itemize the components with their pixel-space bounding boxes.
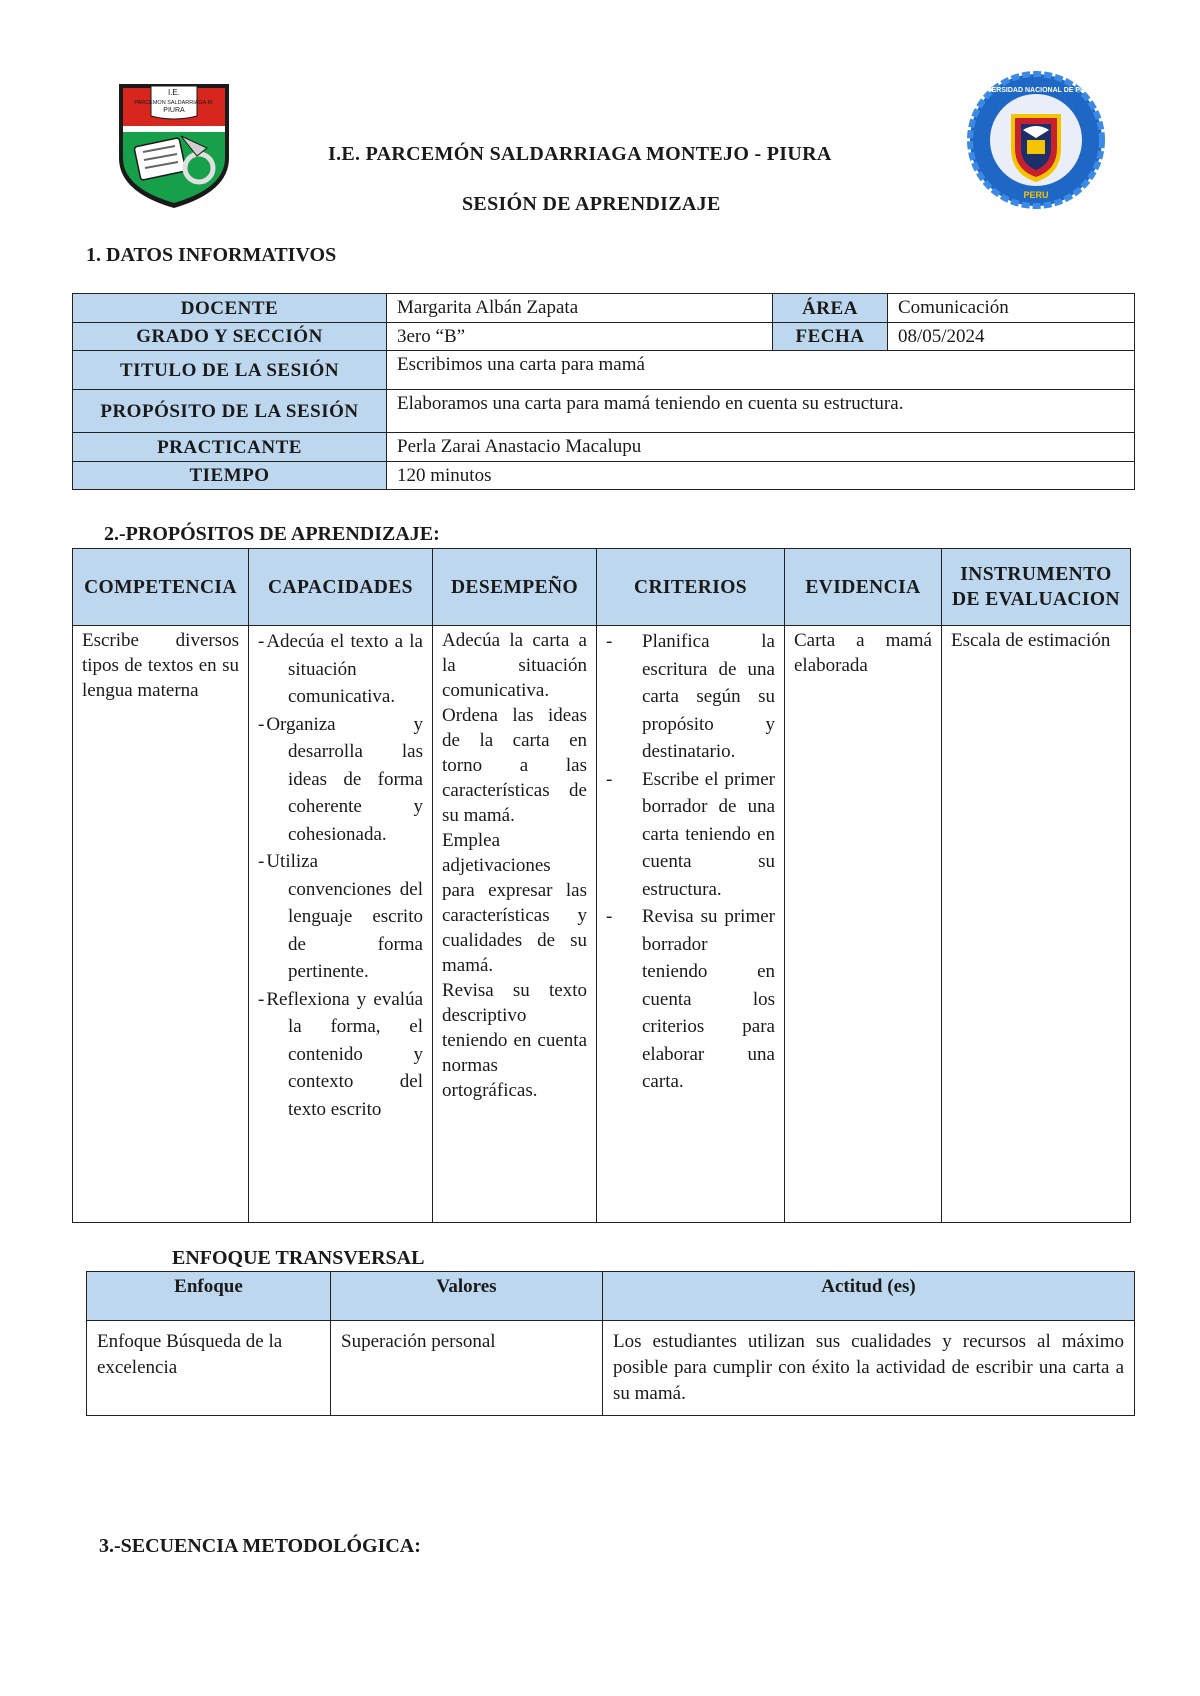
propositos-table	[72, 548, 1131, 1223]
header-criterios: CRITERIOS	[597, 549, 785, 626]
section1-heading: 1. DATOS INFORMATIVOS	[86, 244, 337, 266]
valores-value: Superación personal	[331, 1321, 603, 1416]
practicante-value: Perla Zarai Anastacio Macalupu	[387, 433, 1135, 462]
enfoque-value: Enfoque Búsqueda de la excelencia	[87, 1321, 331, 1416]
section2-heading: 2.-PROPÓSITOS DE APRENDIZAJE:	[104, 523, 440, 545]
header-capacidades: CAPACIDADES	[249, 549, 433, 626]
capacidad-item: - Reflexiona y evalúa la forma, el contenido y contexto del texto escrito	[258, 988, 423, 1120]
practicante-label: PRACTICANTE	[73, 433, 387, 462]
grado-label: GRADO Y SECCIÓN	[73, 323, 387, 351]
actitudes-value: Los estudiantes utilizan sus cualidades y recursos al máximo posible para cumplir con éxito la actividad de escribir una carta a su mamá.	[603, 1321, 1135, 1416]
fecha-label: FECHA	[773, 323, 888, 351]
logo-left-line2: PARCEMON SALDARRIAGA M.	[134, 100, 214, 106]
titulo-label: TITULO DE LA SESIÓN	[73, 351, 387, 390]
header-evidencia: EVIDENCIA	[785, 549, 942, 626]
desempeno-item: Emplea adjetivaciones para expresar las características y cualidades de su mamá.	[442, 830, 587, 976]
tiempo-value: 120 minutos	[387, 462, 1135, 490]
header-desempeno: DESEMPEÑO	[433, 549, 597, 626]
logo-left-line1: I.E.	[167, 88, 181, 97]
area-label: ÁREA	[773, 294, 888, 323]
capacidades-cell	[249, 626, 433, 1223]
datos-informativos-table	[72, 293, 1135, 490]
fecha-value: 08/05/2024	[888, 323, 1135, 351]
section3-heading: 3.-SECUENCIA METODOLÓGICA:	[99, 1535, 421, 1557]
proposito-label: PROPÓSITO DE LA SESIÓN	[73, 390, 387, 433]
capacidad-item: - Adecúa el texto a la situación comunicativa.	[258, 631, 423, 707]
grado-value: 3ero “B”	[387, 323, 773, 351]
capacidad-item: - Organiza y desarrolla las ideas de forma coherente y cohesionada.	[258, 713, 423, 845]
header-enfoque: Enfoque	[87, 1272, 331, 1321]
instrumento-cell: Escala de estimación	[942, 626, 1131, 1223]
desempeno-item: Ordena las ideas de la carta en torno a las características de su mamá.	[442, 705, 587, 826]
tiempo-label: TIEMPO	[73, 462, 387, 490]
desempeno-item: Revisa su texto descriptivo teniendo en cuenta normas ortográficas.	[442, 980, 587, 1101]
docente-label: DOCENTE	[73, 294, 387, 323]
logo-right-bottom-text: PERU	[1023, 190, 1049, 200]
header-actitudes: Actitud (es)	[603, 1272, 1135, 1321]
desempeno-item: Adecúa la carta a la situación comunicativa.	[442, 630, 587, 701]
criterio-item: - Planifica la escritura de una carta según su propósito y destinatario.	[606, 631, 775, 762]
criterio-item: - Revisa su primer borrador teniendo en cuenta los criterios para elaborar una carta.	[606, 906, 775, 1092]
area-value: Comunicación	[888, 294, 1135, 323]
competencia-cell: Escribe diversos tipos de textos en su lengua materna	[73, 626, 249, 1223]
header-instrumento: INSTRUMENTO DE EVALUACION	[942, 549, 1131, 626]
evidencia-cell: Carta a mamá elaborada	[785, 626, 942, 1223]
titulo-value: Escribimos una carta para mamá	[387, 351, 1135, 390]
docente-value: Margarita Albán Zapata	[387, 294, 773, 323]
enfoque-heading: ENFOQUE TRANSVERSAL	[172, 1247, 425, 1269]
criterios-cell	[597, 626, 785, 1223]
capacidad-item: - Utiliza convenciones del lenguaje escrito de forma pertinente.	[258, 851, 423, 982]
header-competencia: COMPETENCIA	[73, 549, 249, 626]
logo-left-line3: PIURA	[163, 107, 185, 114]
enfoque-table	[86, 1271, 1135, 1416]
school-title: I.E. PARCEMÓN SALDARRIAGA MONTEJO - PIURA	[328, 143, 832, 165]
proposito-value: Elaboramos una carta para mamá teniendo en cuenta su estructura.	[387, 390, 1135, 433]
criterio-item: - Escribe el primer borrador de una carta teniendo en cuenta su estructura.	[606, 768, 775, 900]
logo-right-top-text: UNIVERSIDAD NACIONAL DE PIURA	[974, 87, 1098, 94]
desempeno-cell	[433, 626, 597, 1223]
university-seal-logo	[965, 70, 1107, 210]
header-valores: Valores	[331, 1272, 603, 1321]
school-shield-logo	[115, 80, 233, 212]
document-title: SESIÓN DE APRENDIZAJE	[462, 193, 721, 215]
